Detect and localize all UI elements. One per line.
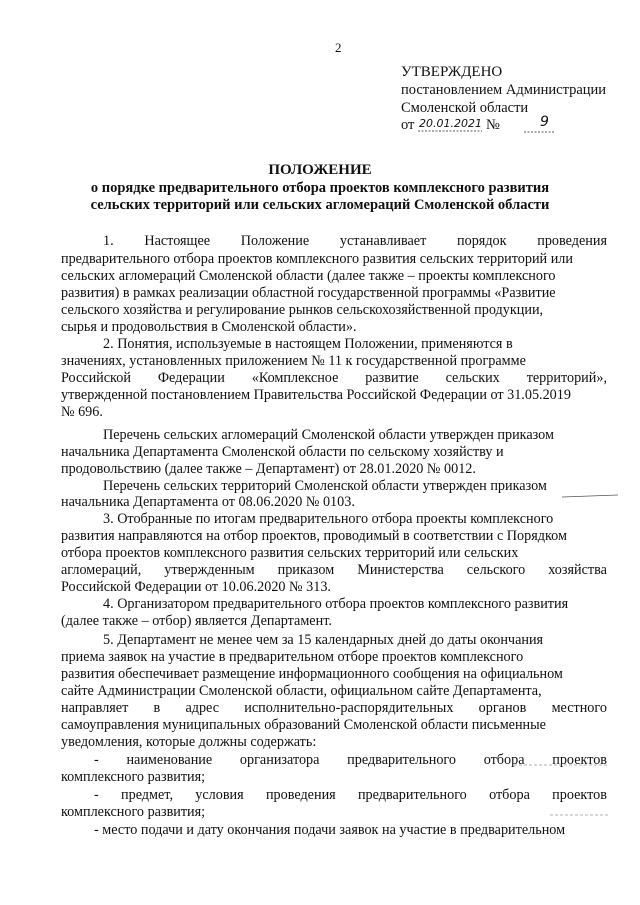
text-line: уведомления, которые должны содержать:	[61, 734, 317, 750]
list-item: - предмет, условия проведения предварительного отбора проектов	[94, 787, 607, 803]
pen-stroke	[560, 493, 620, 499]
date-prefix: от	[401, 117, 415, 133]
text-line: продовольствию (далее также – Департамент) от 28.01.2020 № 0012.	[61, 461, 476, 477]
text-line: сельских агломераций Смоленской области (далее также – проекты комплексного	[61, 268, 556, 284]
pen-stroke	[512, 762, 612, 768]
text-line: Российской Федерации «Комплексное развитие сельских территорий»,	[61, 370, 607, 386]
text-line: 5. Департамент не менее чем за 15 календарных дней до даты окончания	[103, 632, 544, 648]
text-line: отбора проектов комплексного развития сельских территорий или сельских	[61, 545, 519, 561]
text-line: Перечень сельских территорий Смоленской области утвержден приказом	[103, 478, 547, 494]
text-line: 3. Отобранные по итогам предварительного отбора проекты комплексного	[103, 511, 554, 527]
page-number: 2	[335, 40, 342, 55]
text-line: начальника Департамента Смоленской области по сельскому хозяйству и	[61, 444, 504, 460]
text-line: самоуправления муниципальных образований Смоленской области письменные	[61, 717, 546, 733]
text-line: Российской Федерации от 10.06.2020 № 313.	[61, 579, 331, 595]
text-line: (далее также – отбор) является Департамент.	[61, 613, 332, 629]
text-line: развития направляются на отбор проектов, проводимый в соответствии с Порядком	[61, 528, 567, 544]
approval-line: постановлением Администрации	[401, 82, 607, 98]
title-subtitle: сельских территорий или сельских агломераций Смоленской области	[90, 197, 550, 213]
approval-heading: УТВЕРЖДЕНО	[401, 64, 503, 80]
text-line: направляет в адрес исполнительно-распорядительных органов местного	[61, 700, 607, 716]
text-line: 4. Организатором предварительного отбора проектов комплексного развития	[103, 596, 569, 612]
pen-stroke	[548, 812, 612, 818]
text-line: развития обеспечивает размещение информационного сообщения на официальном	[61, 666, 563, 682]
title-main: ПОЛОЖЕНИЕ	[268, 162, 372, 178]
number-prefix: №	[486, 117, 500, 133]
approval-date-line	[401, 117, 414, 133]
text-line: Перечень сельских агломераций Смоленской области утвержден приказом	[103, 427, 554, 443]
text-line: 1. Настоящее Положение устанавливает порядок проведения	[103, 233, 607, 249]
text-line: сырья и продовольствия в Смоленской области».	[61, 319, 357, 335]
signature-underline	[416, 128, 556, 134]
text-line: сельского хозяйства и регулирование рынков сельскохозяйственной продукции,	[61, 302, 544, 318]
approval-line: Смоленской области	[401, 100, 529, 116]
text-line: сайте Администрации Смоленской области, официальном сайте Департамента,	[61, 683, 542, 699]
text-line: начальника Департамента от 08.06.2020 № 0103.	[61, 494, 355, 510]
list-item-continuation: комплексного развития;	[61, 804, 206, 820]
text-line: агломераций, утвержденным приказом Министерства сельского хозяйства	[61, 562, 607, 578]
text-line: значениях, установленных приложением № 11 к государственной программе	[61, 353, 526, 369]
text-line: утвержденной постановлением Правительства Российской Федерации от 31.05.2019	[61, 387, 571, 403]
handwritten-number: 9	[540, 114, 549, 130]
list-item: - место подачи и дату окончания подачи заявок на участие в предварительном	[94, 822, 566, 838]
text-line: предварительного отбора проектов комплексного развития сельских территорий или	[61, 251, 573, 267]
handwritten-date: 20.01.2021	[419, 117, 482, 130]
title-subtitle: о порядке предварительного отбора проектов комплексного развития	[90, 180, 550, 196]
text-line: развития) в рамках реализации областной государственной программы «Развитие	[61, 285, 556, 301]
text-line: приема заявок на участие в предварительном отборе проектов комплексного	[61, 649, 524, 665]
text-line: 2. Понятия, используемые в настоящем Положении, применяются в	[103, 336, 513, 352]
list-item-continuation: комплексного развития;	[61, 769, 206, 785]
text-line: № 696.	[61, 404, 103, 420]
list-item: - наименование организатора предварительного отбора проектов	[94, 752, 607, 768]
